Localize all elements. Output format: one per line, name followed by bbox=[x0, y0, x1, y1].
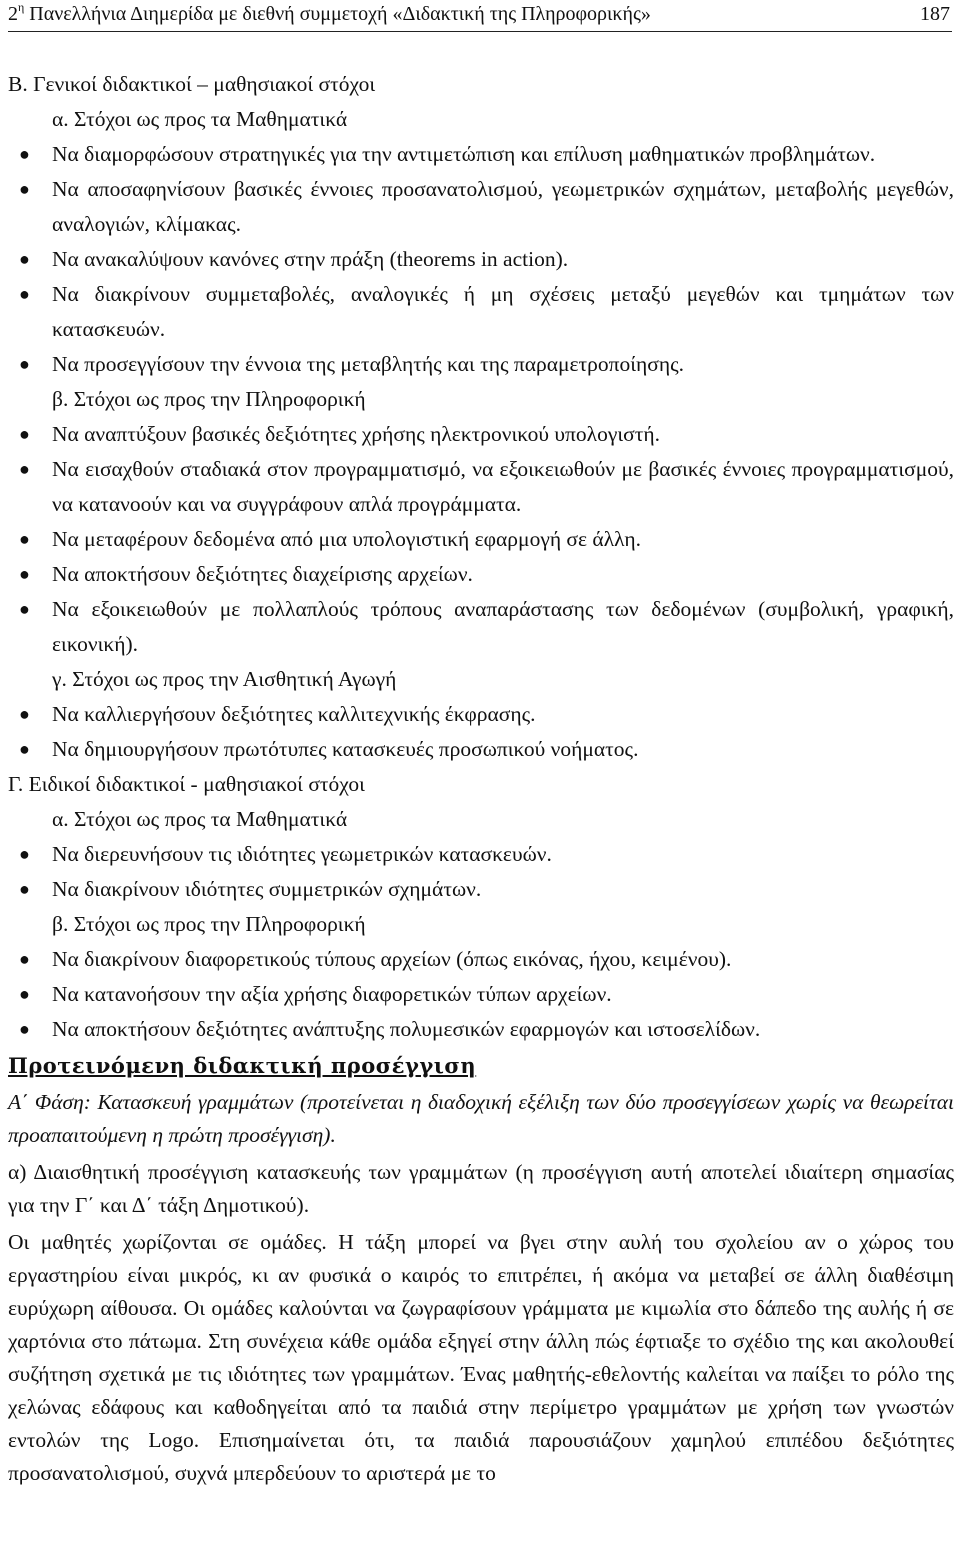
list-item bbox=[8, 417, 954, 452]
list-item bbox=[8, 137, 954, 172]
list-item bbox=[8, 837, 954, 872]
list-item bbox=[8, 697, 954, 732]
list-item-text: Να αποκτήσουν δεξιότητες ανάπτυξης πολυμεσικών εφαρμογών και ιστοσελίδων. bbox=[52, 1017, 761, 1041]
bullet-icon: ● bbox=[19, 984, 30, 1004]
bullet-icon: ● bbox=[19, 284, 30, 304]
list-item bbox=[8, 522, 954, 557]
list-item-text: Να μεταφέρουν δεδομένα από μια υπολογιστική εφαρμογή σε άλλη. bbox=[52, 527, 641, 551]
bullet-icon: ● bbox=[19, 844, 30, 864]
phase-paragraph: Α΄ Φάση: Κατασκευή γραμμάτων (προτείνεται η διαδοχική εξέλιξη των δύο προσεγγίσεων χωρίς να θεωρείται προαπαιτούμενη η πρώτη προσέγγιση). bbox=[8, 1090, 954, 1147]
list-item bbox=[8, 942, 954, 977]
list-item-text: Να διακρίνουν συμμεταβολές, αναλογικές ή μη σχέσεις μεταξύ μεγεθών και τμημάτων των κατασκευών. bbox=[52, 282, 954, 341]
bullet-icon: ● bbox=[19, 354, 30, 374]
list-item bbox=[8, 977, 954, 1012]
subsection-heading: α. Στόχοι ως προς τα Μαθηματικά bbox=[52, 107, 348, 131]
document-body bbox=[8, 67, 954, 1490]
bullet-icon: ● bbox=[19, 949, 30, 969]
bullet-icon: ● bbox=[19, 564, 30, 584]
list-item bbox=[8, 452, 954, 522]
list-item bbox=[8, 1012, 954, 1047]
bullet-icon: ● bbox=[19, 179, 30, 199]
list-item-text: Να καλλιεργήσουν δεξιότητες καλλιτεχνικής έκφρασης. bbox=[52, 702, 536, 726]
subsection-heading: β. Στόχοι ως προς την Πληροφορική bbox=[52, 912, 366, 936]
list-item-text: Να δημιουργήσουν πρωτότυπες κατασκευές προσωπικού νοήματος. bbox=[52, 737, 639, 761]
list-item-text: Να προσεγγίσουν την έννοια της μεταβλητής και της παραμετροποίησης. bbox=[52, 352, 685, 376]
bullet-icon: ● bbox=[19, 1019, 30, 1039]
list-item bbox=[8, 172, 954, 242]
list-item-text: Να εισαχθούν σταδιακά στον προγραμματισμό, να εξοικειωθούν με βασικές έννοιες προγραμματισμού, να κατανοούν και να συγγράφουν απλά προγράμματα. bbox=[52, 457, 954, 516]
list-item-text: Να αποσαφηνίσουν βασικές έννοιες προσανατολισμού, γεωμετρικών σχημάτων, μεταβολής μεγεθών, αναλογιών, κλίμακας. bbox=[52, 177, 954, 236]
header-rule bbox=[8, 31, 952, 32]
bullet-icon: ● bbox=[19, 424, 30, 444]
subsection-heading: γ. Στόχοι ως προς την Αισθητική Αγωγή bbox=[52, 667, 397, 691]
bullet-icon: ● bbox=[19, 704, 30, 724]
bullet-icon: ● bbox=[19, 739, 30, 759]
page-number: 187 bbox=[920, 3, 950, 25]
approach-heading: Προτεινόμενη διδακτική προσέγγιση bbox=[8, 1053, 477, 1078]
bullet-icon: ● bbox=[19, 144, 30, 164]
list-item bbox=[8, 732, 954, 767]
bullet-icon: ● bbox=[19, 529, 30, 549]
section-heading: Β. Γενικοί διδακτικοί – μαθησιακοί στόχοι bbox=[8, 72, 376, 96]
bullet-icon: ● bbox=[19, 249, 30, 269]
list-item-text: Να διακρίνουν ιδιότητες συμμετρικών σχημάτων. bbox=[52, 877, 482, 901]
bullet-icon: ● bbox=[19, 459, 30, 479]
list-item-text: Να ανακαλύψουν κανόνες στην πράξη (theorems in action). bbox=[52, 247, 569, 271]
intuitive-approach-paragraph: α) Διαισθητική προσέγγιση κατασκευής των γραμμάτων (η προσέγγιση αυτή αποτελεί ιδιαίτερη σημασίας για την Γ΄ και Δ΄ τάξη Δημοτικού). bbox=[8, 1160, 954, 1217]
list-item-text: Να αναπτύξουν βασικές δεξιότητες χρήσης ηλεκτρονικού υπολογιστή. bbox=[52, 422, 660, 446]
list-item-text: Να διακρίνουν διαφορετικούς τύπους αρχείων (όπως εικόνας, ήχου, κειμένου). bbox=[52, 947, 732, 971]
section-heading: Γ. Ειδικοί διδακτικοί - μαθησιακοί στόχοι bbox=[8, 772, 365, 796]
list-item-text: Να αποκτήσουν δεξιότητες διαχείρισης αρχείων. bbox=[52, 562, 473, 586]
list-item bbox=[8, 347, 954, 382]
running-header bbox=[8, 0, 952, 28]
bullet-icon: ● bbox=[19, 879, 30, 899]
list-item bbox=[8, 277, 954, 347]
list-item-text: Να εξοικειωθούν με πολλαπλούς τρόπους αναπαράστασης των δεδομένων (συμβολική, γραφική, εικονική). bbox=[52, 597, 954, 656]
list-item-text: Να διαμορφώσουν στρατηγικές για την αντιμετώπιση και επίλυση μαθηματικών προβλημάτων. bbox=[52, 142, 876, 166]
bullet-icon: ● bbox=[19, 599, 30, 619]
list-item bbox=[8, 557, 954, 592]
header-title: $2^\eta$ Πανελλήνια Διημερίδα με διεθνή συμμετοχή «Διδακτική της Πληροφορικής» bbox=[8, 0, 651, 25]
list-item bbox=[8, 592, 954, 662]
list-item-text: Να διερευνήσουν τις ιδιότητες γεωμετρικών κατασκευών. bbox=[52, 842, 552, 866]
list-item-text: Να κατανοήσουν την αξία χρήσης διαφορετικών τύπων αρχείων. bbox=[52, 982, 612, 1006]
subsection-heading: β. Στόχοι ως προς την Πληροφορική bbox=[52, 387, 366, 411]
subsection-heading: α. Στόχοι ως προς τα Μαθηματικά bbox=[52, 807, 348, 831]
body-paragraph: Οι μαθητές χωρίζονται σε ομάδες. Η τάξη μπορεί να βγει στην αυλή του σχολείου αν ο χώρος του εργαστηρίου είναι μικρός, κι αν φυσικά ο καιρός το επιτρέπει, ή ακόμα να μεταβεί σε άλλη διαθέσιμη ευρύχωρη αίθουσα. Οι ομάδες καλούνται να ζωγραφίσουν γράμματα με κιμωλία στο δάπεδο της αυλής ή σε χαρτόνια στο πάτωμα. Στη συνέχεια κάθε ομάδα εξηγεί στην άλλη πώς έφτιαξε το σχέδιο της και ακολουθεί συζήτηση σχετικά με τις ιδιότητες των γραμμάτων. Ένας μαθητής-εθελοντής καλείται να παίξει το ρόλο της χελώνας εδάφους και καθοδηγείται από τα παιδιά στην περίμετρο γραμμάτων με χρήση των γνωστών εντολών της Logo. Επισημαίνεται ότι, τα παιδιά παρουσιάζουν χαμηλού επιπέδου δεξιότητες προσανατολισμού, συχνά μπερδεύουν το αριστερά με το bbox=[8, 1230, 954, 1485]
list-item bbox=[8, 872, 954, 907]
list-item bbox=[8, 242, 954, 277]
